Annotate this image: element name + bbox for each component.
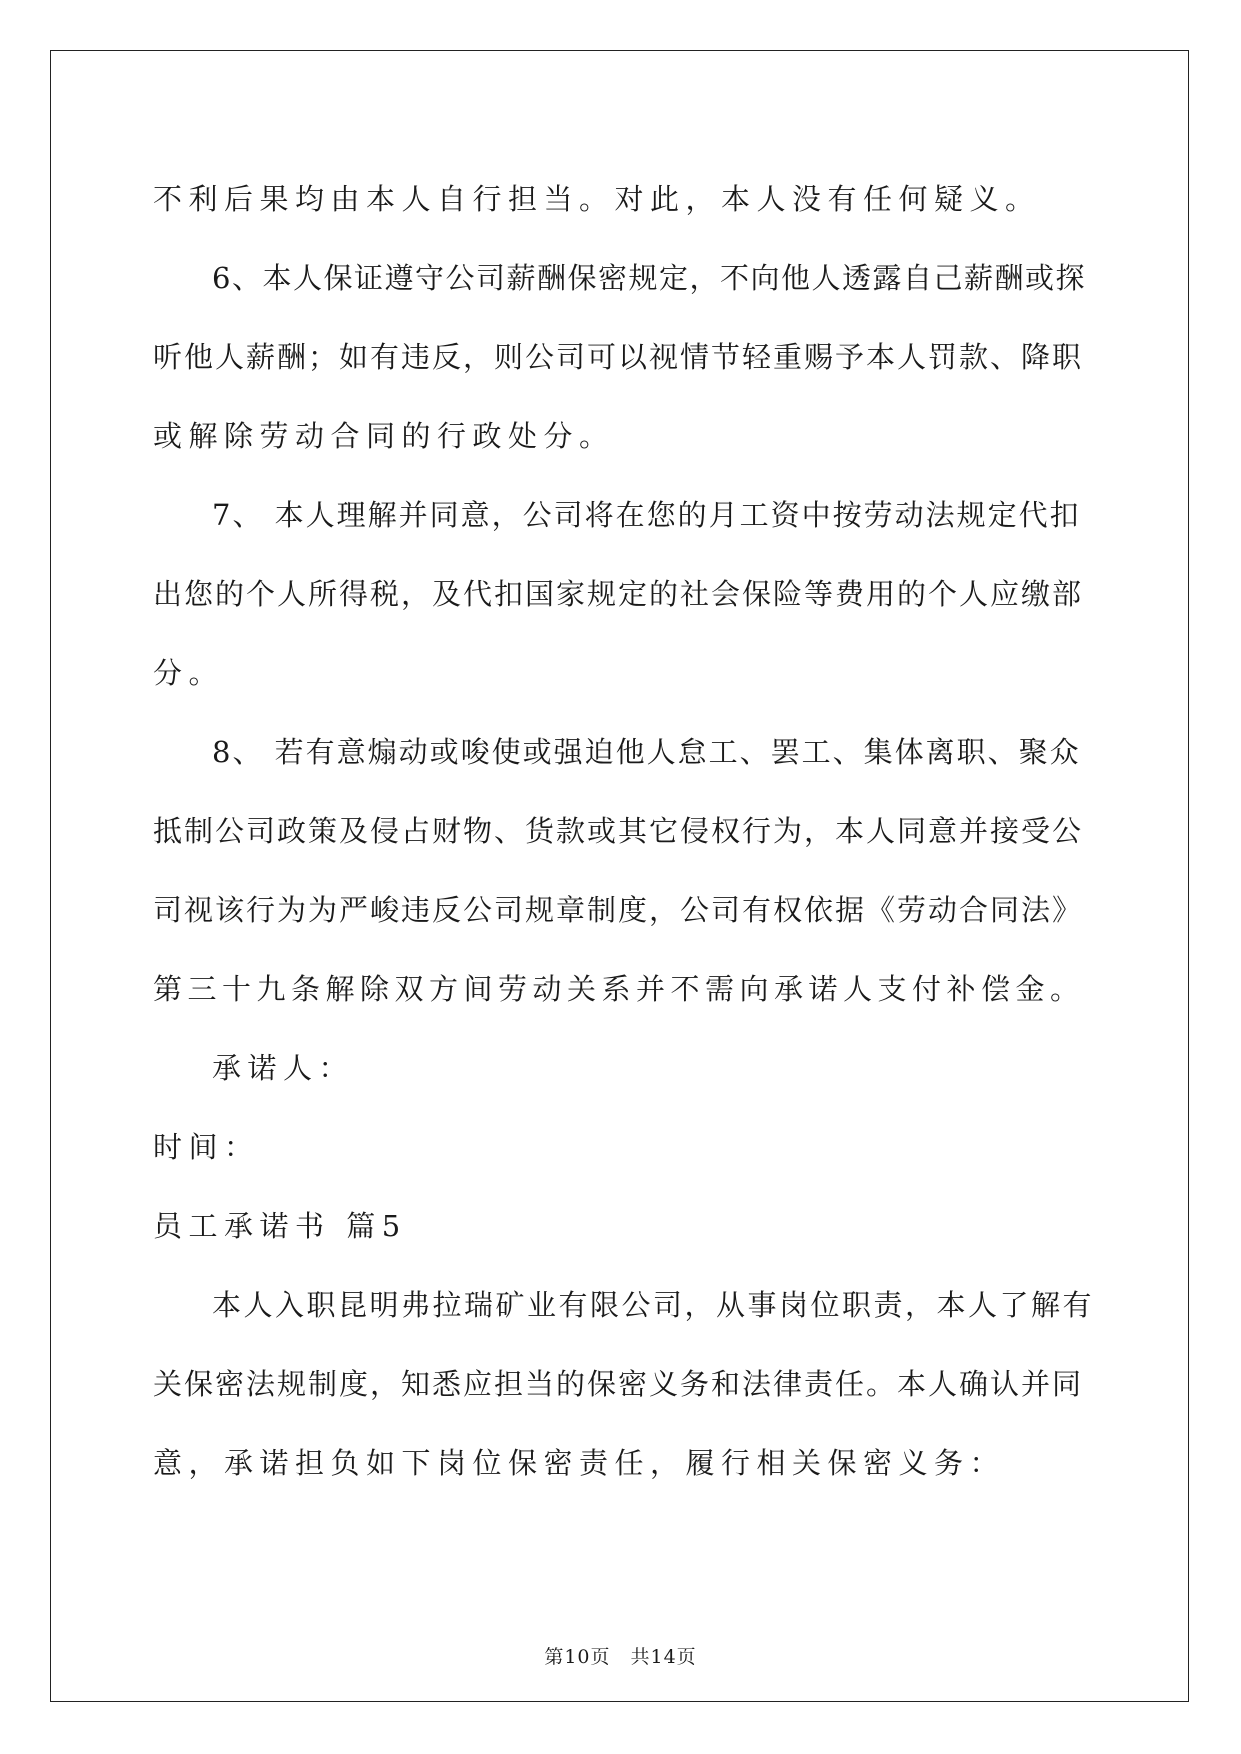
document-body [153,160,1093,1503]
signatory-label: 承诺人： [212,1051,355,1085]
date-label: 时间： [153,1130,260,1164]
page-number: 第10页 共14页 [544,1646,697,1668]
text-line: 不利后果均由本人自行担当。对此，本人没有任何疑义。 [153,182,1041,216]
text-line: 抵制公司政策及侵占财物、货款或其它侵权行为，本人同意并接受公 [153,814,1084,848]
text-line: 分。 [153,656,225,690]
section-heading: 员工承诺书 篇5 [153,1209,407,1243]
text-line: 听他人薪酬；如有违反，则公司可以视情节轻重赐予本人罚款、降职 [153,340,1084,374]
text-line: 意，承诺担负如下岗位保密责任，履行相关保密义务： [153,1446,1006,1480]
text-line: 6、本人保证遵守公司薪酬保密规定，不向他人透露自己薪酬或探 [212,261,1086,295]
text-line: 7、 本人理解并同意，公司将在您的月工资中按劳动法规定代扣 [212,498,1081,532]
text-line: 出您的个人所得税，及代扣国家规定的社会保险等费用的个人应缴部 [153,577,1084,611]
text-line: 8、 若有意煽动或唆使或强迫他人怠工、罢工、集体离职、聚众 [212,735,1081,769]
text-line: 或解除劳动合同的行政处分。 [153,419,615,453]
text-line: 本人入职昆明弗拉瑞矿业有限公司，从事岗位职责，本人了解有 [212,1288,1095,1322]
text-line: 第三十九条解除双方间劳动关系并不需向承诺人支付补偿金。 [153,972,1085,1006]
text-line: 关保密法规制度，知悉应担当的保密义务和法律责任。本人确认并同 [153,1367,1084,1401]
text-line: 司视该行为为严峻违反公司规章制度，公司有权依据《劳动合同法》 [153,893,1084,927]
